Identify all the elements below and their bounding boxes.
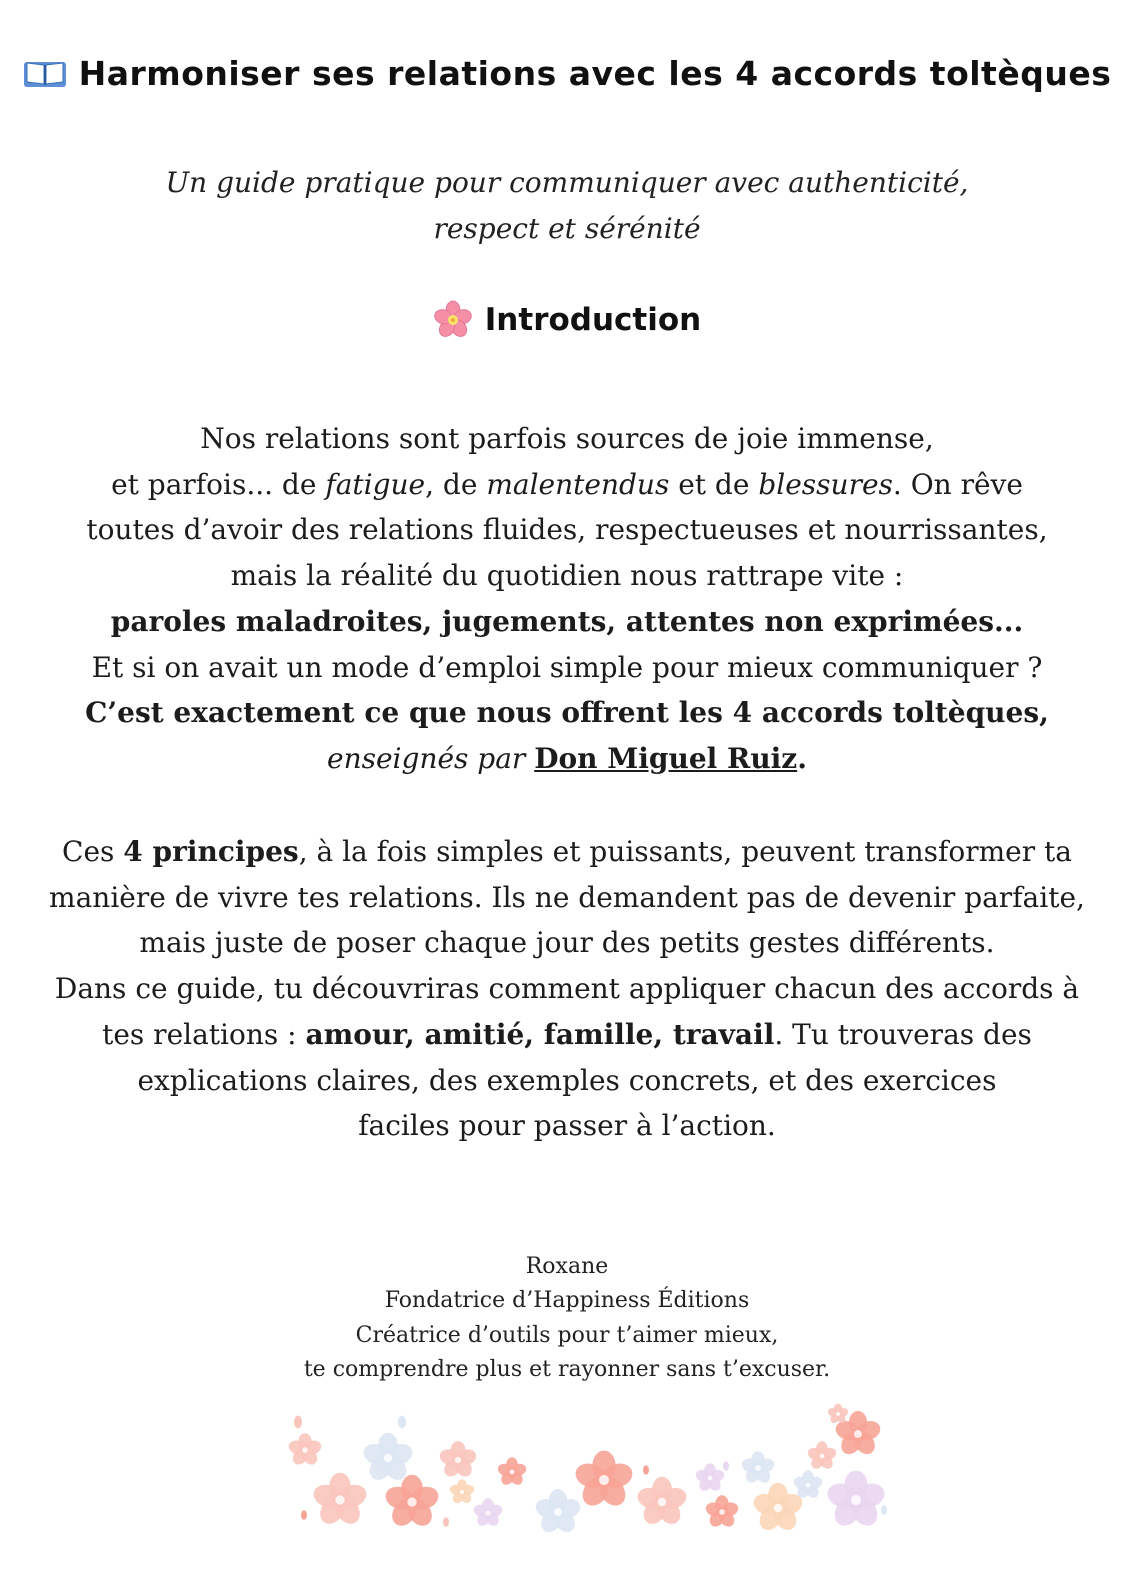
- p1-line-1: Nos relations sont parfois sources de joie immense,: [200, 422, 934, 455]
- blossom-flower: [287, 1433, 323, 1467]
- blossom-flower: [572, 1451, 635, 1511]
- cherry-blossom-icon: [433, 300, 473, 340]
- p2-line-2: manière de vivre tes relations. Ils ne demandent pas de devenir parfaite,: [49, 880, 1085, 914]
- blossom-flower: [635, 1477, 689, 1529]
- open-book-icon: [23, 59, 67, 89]
- page-title: Harmoniser ses relations avec les 4 accords toltèques: [78, 54, 1112, 93]
- title-row: [0, 54, 1134, 93]
- subtitle: [0, 160, 1134, 252]
- p2-line-1: Ces 4 principes, à la fois simples et puissants, peuvent transformer ta: [62, 835, 1072, 868]
- blossom-flower: [438, 1441, 479, 1480]
- signature-role: Fondatrice d’Happiness Éditions: [384, 1288, 750, 1314]
- author-link[interactable]: Don Miguel Ruiz: [534, 741, 798, 775]
- intro-paragraph-2: [0, 829, 1134, 1149]
- subtitle-line-1: Un guide pratique pour communiquer avec authenticité,: [165, 166, 969, 199]
- blossom-flower: [311, 1473, 370, 1529]
- p2-line-5: tes relations : amour, amitié, famille, travail. Tu trouveras des: [102, 1017, 1032, 1051]
- falling-petal: [294, 1416, 302, 1429]
- p1-line-8: enseignés par Don Miguel Ruiz.: [327, 741, 807, 775]
- subtitle-line-2: respect et sérénité: [433, 212, 701, 245]
- p1-line-3: toutes d’avoir des relations fluides, respectueuses et nourrissantes,: [86, 513, 1048, 547]
- p2-line-4: Dans ce guide, tu découvriras comment appliquer chacun des accords à: [54, 972, 1080, 1006]
- falling-petal: [301, 1510, 307, 1520]
- cherry-blossom-garland-decoration: [0, 1400, 1134, 1560]
- p2-line-6: explications claires, des exemples concrets, et des exercices: [137, 1063, 997, 1097]
- blossom-flower: [704, 1495, 740, 1529]
- falling-petal: [643, 1465, 649, 1475]
- blossom-flower: [448, 1479, 475, 1505]
- blossom-flower: [383, 1475, 442, 1531]
- p2-line-7: faciles pour passer à l’action.: [358, 1109, 776, 1143]
- signature-block: [0, 1250, 1134, 1387]
- blossom-flower: [533, 1489, 583, 1536]
- p1-line-4: mais la réalité du quotidien nous rattrape vite :: [230, 559, 904, 593]
- blossom-flower: [751, 1483, 805, 1535]
- signature-name: Roxane: [525, 1254, 609, 1279]
- falling-petal: [443, 1517, 449, 1527]
- introduction-heading-row: [0, 300, 1134, 340]
- p1-line-6: Et si on avait un mode d’emploi simple pour mieux communiquer ?: [91, 650, 1043, 684]
- p1-line-5: paroles maladroites, jugements, attentes non exprimées...: [110, 604, 1024, 638]
- blossom-flower: [824, 1471, 887, 1531]
- blossom-flower: [472, 1498, 504, 1528]
- falling-petal: [881, 1505, 887, 1515]
- introduction-heading: Introduction: [484, 302, 702, 338]
- signature-tagline-2: te comprendre plus et rayonner sans t’excuser.: [303, 1356, 831, 1382]
- signature-tagline-1: Créatrice d’outils pour t’aimer mieux,: [355, 1322, 779, 1348]
- p2-line-3: mais juste de poser chaque jour des petits gestes différents.: [139, 926, 995, 960]
- blossom-flower: [740, 1451, 776, 1485]
- falling-petal: [723, 1461, 729, 1471]
- blossom-flower: [694, 1463, 726, 1493]
- p1-line-2: et parfois... de fatigue, de malentendus et de blessures. On rêve: [111, 467, 1023, 501]
- falling-petal: [398, 1416, 406, 1429]
- blossom-flower: [806, 1441, 838, 1471]
- p1-line-7: C’est exactement ce que nous offrent les 4 accords toltèques,: [85, 696, 1049, 730]
- blossom-flower: [496, 1457, 528, 1487]
- intro-paragraph-1: [0, 416, 1134, 782]
